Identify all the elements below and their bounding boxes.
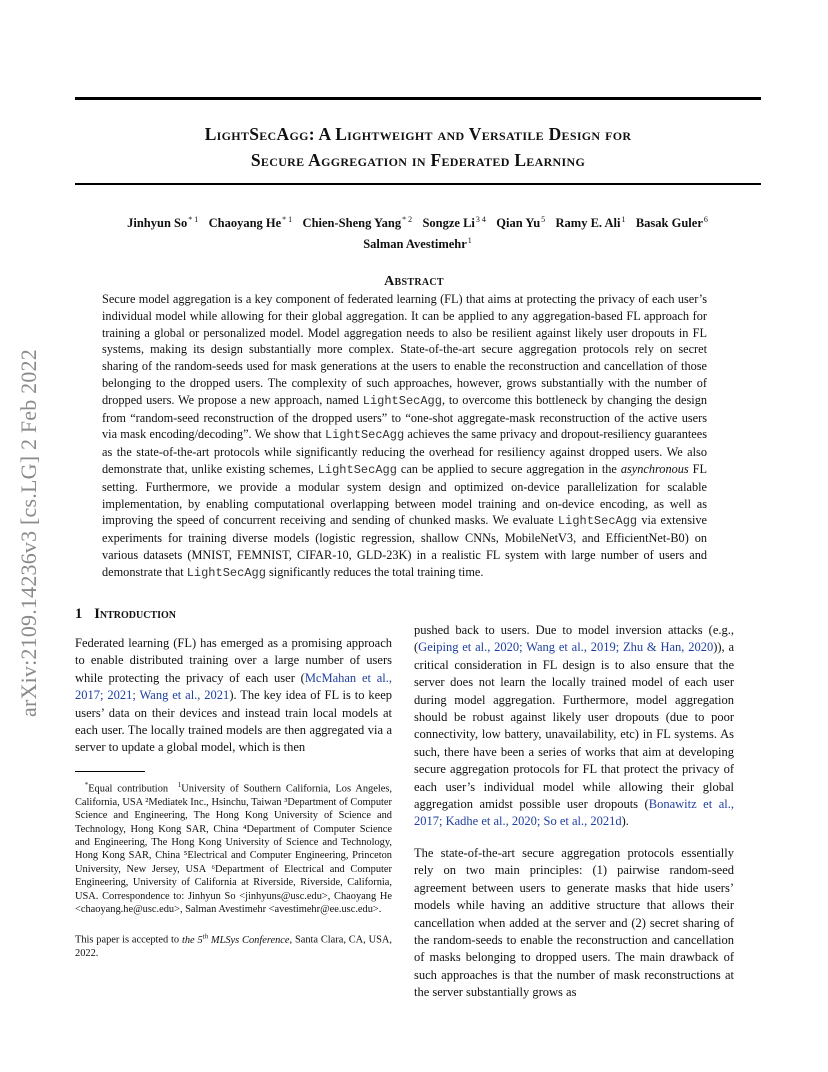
- abstract-text: achieves the same privacy and dropout-resiliency guarantees as the state-of-the-art protocols while significantly reducing the overhead for resiliency against dropped users. We also demonstrate that, unlike existing schemes,: [102, 427, 707, 476]
- author-list: [80, 211, 756, 253]
- body-text: ). The key idea of FL is to keep users’ data on their devices and instead train local models at each user. The locally trained models are then aggregated via a server to update a global model, which is then: [75, 688, 392, 755]
- abstract-text: FL setting. Furthermore, we provide a modular system design and optimized on-device parallelization for scalable implementation, by enabling computational overlapping between model training and on-device encoding, as well as improving the speed of concurrent receiving and sending of chunked masks. We evaluate: [102, 461, 707, 528]
- paper-title: [75, 121, 761, 173]
- right-column: [414, 622, 734, 1002]
- abstract-heading: Abstract: [384, 274, 444, 289]
- system-name: LightSecAgg: [557, 514, 638, 529]
- intro-paragraph-right-2: The state-of-the-art secure aggregation protocols essentially rely on two main principles: (1) pairwise random-seed agreement between users to generate masks that hide users’ models while having an additive structure that allows their cancellation when added at the server and (2) secret sharing of the random-seeds to enable the reconstruction and cancellation of masks belonging to dropped users. The main drawback of such approaches is that the number of mask reconstructions at the server substantially grows as: [414, 845, 734, 1000]
- author-name: Salman Avestimehr: [363, 237, 467, 252]
- title-rule-top: [75, 97, 761, 100]
- abstract-text: via extensive experiments for training diverse models (logistic regression, shallow CNNs, MobileNetV3, and EfficientNet-B0) on various datasets (MNIST, FEMNIST, CIFAR-10, GLD-23K) in a realistic FL system with large number of users and demonstrate that: [102, 513, 707, 579]
- author-affil: 5: [541, 215, 546, 224]
- system-name: LightSecAgg: [317, 462, 397, 477]
- intro-paragraph-right-1: [414, 622, 734, 831]
- author-name: Qian Yu: [496, 216, 541, 231]
- body-text: ).: [621, 814, 629, 829]
- title-line1: : A Lightweight and Versatile Design for: [308, 124, 632, 144]
- footnote-text: Equal contribution: [88, 783, 169, 795]
- footnote-text: , Santa Clara, CA, USA, 2022.: [75, 934, 392, 960]
- system-name: LightSecAgg: [324, 428, 405, 443]
- affiliation-footnote: [75, 779, 392, 917]
- author-affil: * 1: [188, 215, 199, 224]
- system-name: LightSecAgg: [362, 393, 442, 408]
- author-name: Basak Guler: [635, 216, 703, 231]
- author-affil: 3 4: [475, 215, 486, 224]
- section-number: 1: [75, 606, 83, 622]
- title-rule-bottom: [75, 183, 761, 185]
- author-affil: 1: [467, 236, 472, 246]
- citation-link[interactable]: McMahan et al., 2017; 2021; Wang et al., 2021: [75, 670, 392, 703]
- author-name: Jinhyun So: [127, 216, 188, 231]
- body-text: pushed back to users. Due to model inversion attacks (e.g., (: [414, 623, 734, 655]
- footnote-mark: *: [84, 780, 89, 789]
- author-affil: 1: [621, 215, 626, 224]
- footnote-mark: 1: [177, 780, 182, 789]
- left-column: [75, 606, 392, 961]
- citation-link[interactable]: Geiping et al., 2020; Wang et al., 2019; Zhu & Han, 2020: [418, 640, 714, 655]
- arxiv-stamp: arXiv:2109.14236v3 [cs.LG] 2 Feb 2022: [16, 349, 41, 717]
- abstract-emphasis: asynchronous: [620, 461, 689, 476]
- author-affil: * 1: [282, 215, 293, 224]
- intro-paragraph-left: [75, 635, 392, 757]
- footnote-emphasis: MLSys Conference: [210, 934, 290, 946]
- acceptance-note: [75, 930, 392, 960]
- footnote-sup: th: [202, 932, 209, 941]
- footnote-emphasis: the 5: [181, 934, 203, 946]
- section-heading: [75, 606, 392, 623]
- author-affil: * 2: [402, 215, 413, 224]
- author-affil: 6: [703, 215, 708, 224]
- abstract-text: significantly reduces the total training time.: [269, 564, 484, 579]
- author-name: Chien-Sheng Yang: [302, 216, 402, 231]
- author-name: Chaoyang He: [208, 216, 282, 231]
- citation-link[interactable]: Bonawitz et al., 2017; Kadhe et al., 2020; So et al., 2021d: [414, 797, 735, 829]
- author-name: Ramy E. Ali: [555, 216, 621, 231]
- footnote-rule: [75, 771, 145, 772]
- abstract-body: [102, 291, 707, 582]
- abstract-text: can be applied to secure aggregation in the: [400, 461, 617, 476]
- body-text: Federated learning (FL) has emerged as a promising approach to enable distributed training over a large number of users while protecting the privacy of each user (: [75, 636, 392, 685]
- abstract-text: , to overcome this bottleneck by changing the design from “random-seed reconstruction of the dropped users” to “one-shot aggregate-mask reconstruction of the active users via mask encoding/decoding”. We show that: [102, 392, 708, 442]
- title-line2: Secure Aggregation in Federated Learning: [250, 150, 586, 170]
- footnote-text: This paper is accepted to: [75, 934, 180, 946]
- abstract-text: Secure model aggregation is a key component of federated learning (FL) that aims at protecting the privacy of each user’s individual model while allowing for their global aggregation. It can be applied to any aggregation-based FL approach for training a global or personalized model. Model aggregation needs to also be resilient against likely user dropouts in FL systems, making its design substantially more complex. State-of-the-art secure aggregation protocols rely on secret sharing of the random-seeds used for mask generations at the users to enable the reconstruction and cancellation of those belonging to the dropped users. The complexity of such approaches, however, grows substantially with the number of dropped users. We propose a new approach, named: [102, 292, 707, 407]
- title-system-name: LightSecAgg: [204, 124, 309, 144]
- section-title: Introduction: [94, 606, 177, 622]
- author-name: Songze Li: [422, 216, 475, 231]
- body-text: )), a critical consideration in FL design is to also ensure that the server does not learn the locally trained model of each user during model aggregation. Furthermore, model aggregation should be robust against likely user dropouts (due to poor connectivity, low battery, unavailability, etc) in FL systems. As such, there have been a series of works that aim at developing secure aggregation protocols for FL that protect the privacy of each user’s individual model while allowing their global aggregation amidst possible user dropouts (: [414, 640, 735, 812]
- footnote-text: University of Southern California, Los Angeles, California, USA ²Mediatek Inc., Hsinchu, Taiwan ³Department of Computer Science and Engineering, The Hong Kong University of Science and Technology, Hong Kong SAR, China ⁴Department of Computer Science and Engineering, The Hong Kong University of Science and Technology, Hong Kong SAR, China ⁵Electrical and Computer Engineering, Princeton University, New Jersey, USA ⁶Department of Electrical and Computer Engineering, University of California at Riverside, Riverside, California, USA. Correspondence to: Jinhyun So <jinhyuns@usc.edu>, Chaoyang He <chaoyang.he@usc.edu>, Salman Avestimehr <avestimehr@ee.usc.edu>.: [75, 783, 392, 915]
- system-name: LightSecAgg: [186, 565, 266, 580]
